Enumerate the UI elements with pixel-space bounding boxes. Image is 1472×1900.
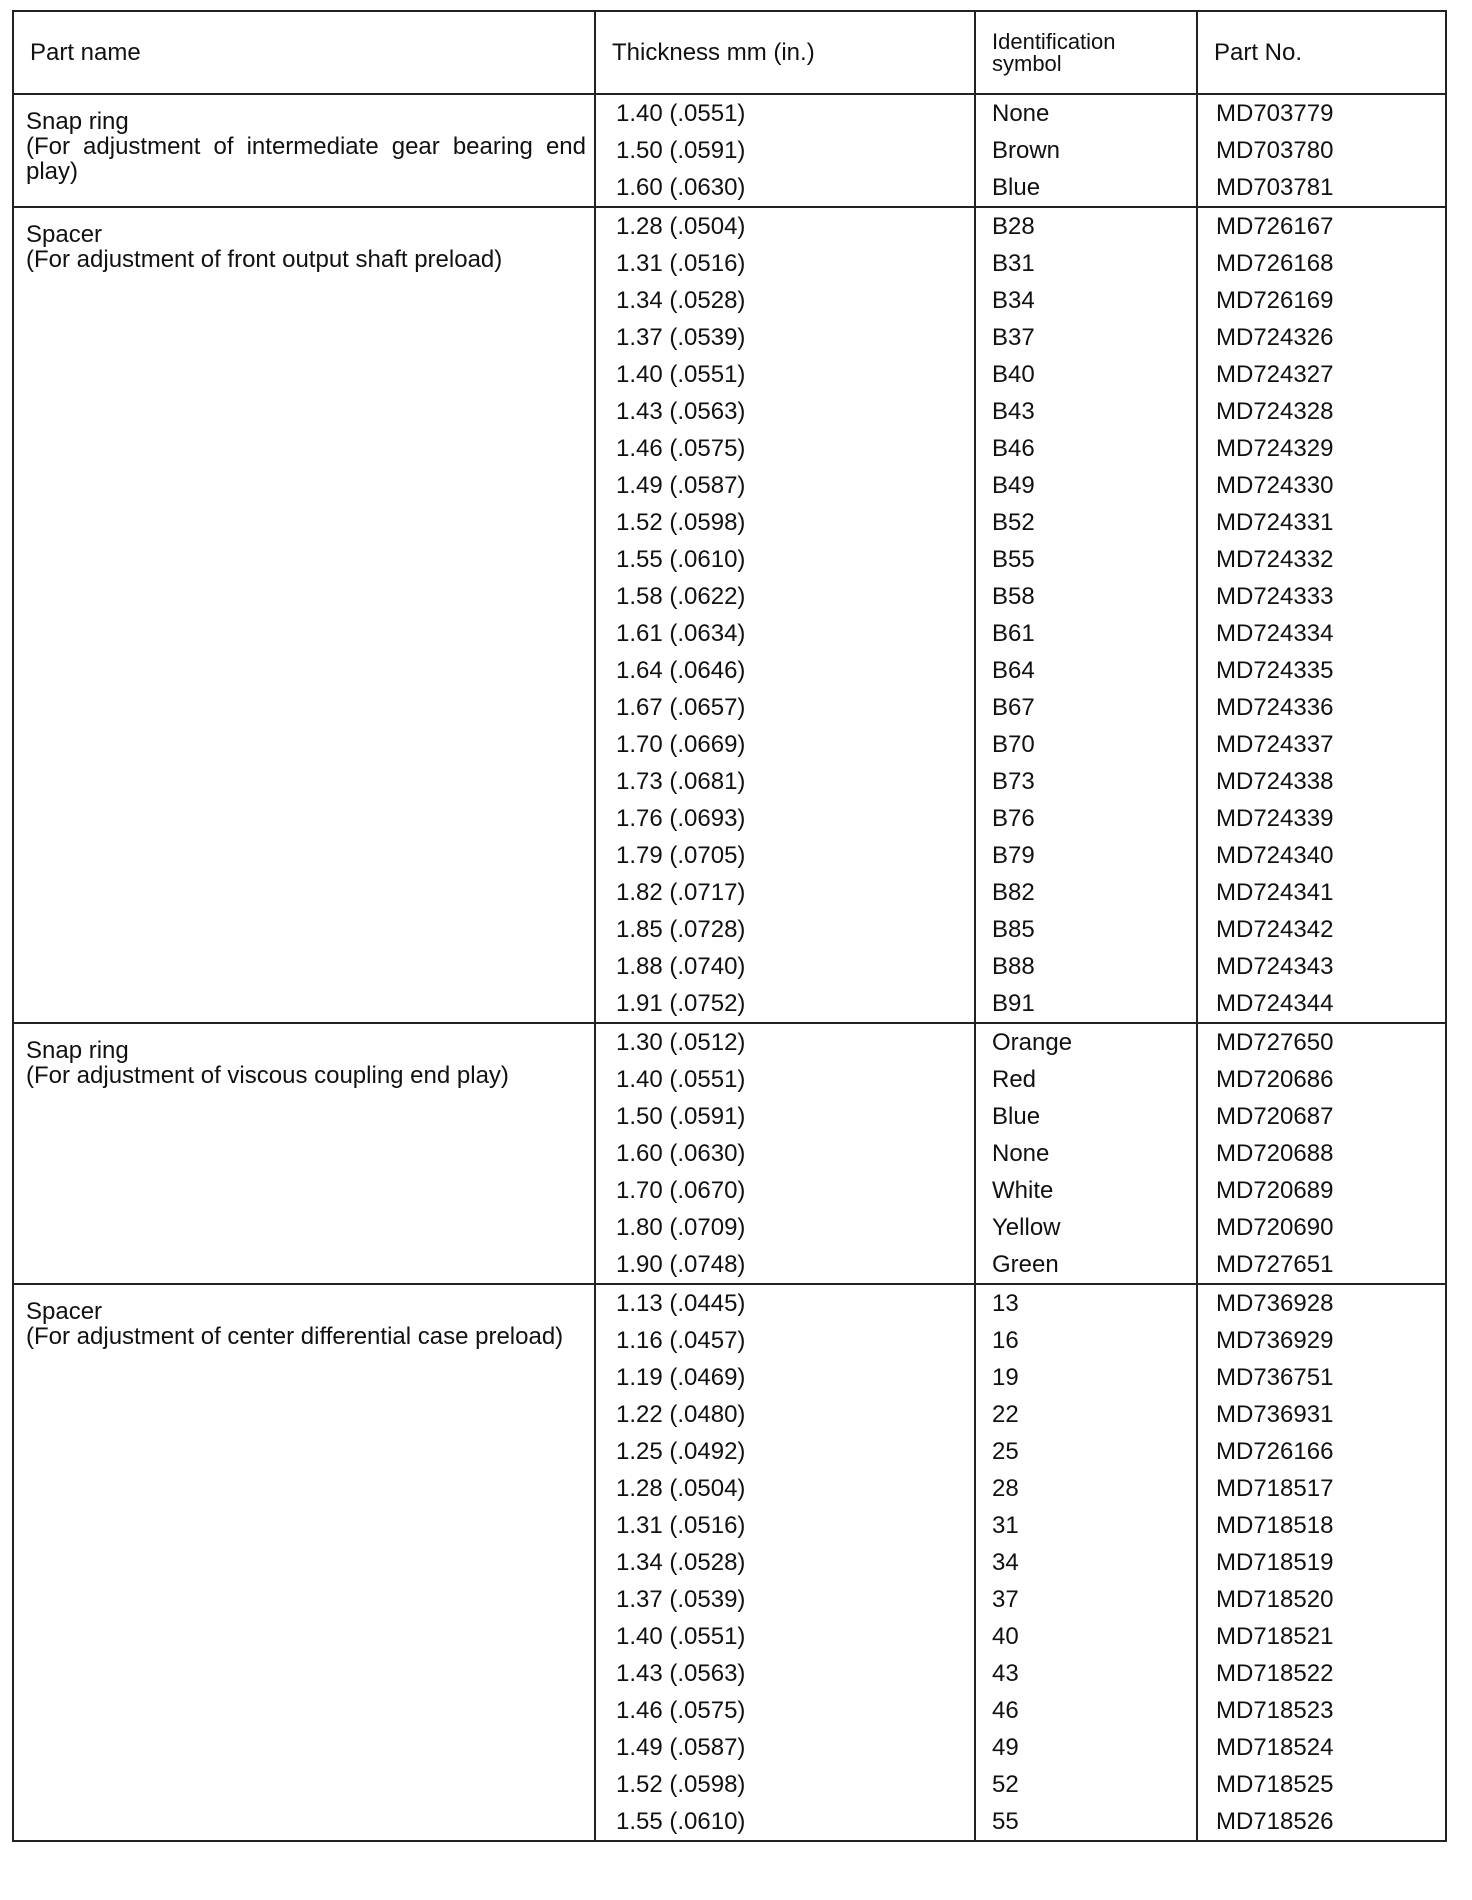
part-number: MD720688 (1216, 1140, 1334, 1167)
identification-symbol: 19 (992, 1364, 1019, 1391)
identification-symbol: B34 (992, 287, 1035, 314)
thickness-value: 1.50 (.0591) (616, 1103, 746, 1130)
part-number: MD703779 (1216, 100, 1334, 127)
table-body (13, 94, 1446, 1841)
thickness-value: 1.46 (.0575) (616, 1697, 746, 1724)
part-number: MD724336 (1216, 694, 1334, 721)
thickness-value: 1.31 (.0516) (616, 250, 746, 277)
identification-symbol: 37 (992, 1586, 1019, 1613)
thickness-value-cell (595, 94, 975, 207)
thickness-value: 1.43 (.0563) (616, 1660, 746, 1687)
part-number: MD724326 (1216, 324, 1334, 351)
identification-symbol: White (992, 1177, 1054, 1204)
part-number: MD720686 (1216, 1066, 1334, 1093)
thickness-value: 1.49 (.0587) (616, 472, 746, 499)
part-number: MD736751 (1216, 1364, 1334, 1391)
thickness-value: 1.67 (.0657) (616, 694, 746, 721)
part-number: MD736931 (1216, 1401, 1334, 1428)
part-name-cell (13, 207, 595, 1023)
part-number-cell (1197, 1023, 1446, 1284)
part-name: Spacer (26, 221, 103, 248)
thickness-value: 1.28 (.0504) (616, 213, 746, 240)
part-number: MD718523 (1216, 1697, 1334, 1724)
thickness-value: 1.52 (.0598) (616, 509, 746, 536)
header-part-name: Part name (13, 11, 595, 94)
identification-symbol-cell (975, 1023, 1197, 1284)
part-description: (For adjustment of viscous coupling end play) (26, 1062, 509, 1090)
part-name-cell (13, 1284, 595, 1841)
identification-symbol: Red (992, 1066, 1037, 1093)
thickness-value: 1.28 (.0504) (616, 1475, 746, 1502)
identification-symbol: B43 (992, 398, 1035, 425)
identification-symbol: Orange (992, 1029, 1073, 1056)
identification-symbol: 22 (992, 1401, 1019, 1428)
part-number: MD724343 (1216, 953, 1334, 980)
part-number: MD724327 (1216, 361, 1334, 388)
thickness-value: 1.49 (.0587) (616, 1734, 746, 1761)
part-number: MD718520 (1216, 1586, 1334, 1613)
thickness-value: 1.60 (.0630) (616, 1140, 746, 1167)
header-part-no: Part No. (1197, 11, 1446, 94)
part-number: MD724340 (1216, 842, 1334, 869)
identification-symbol: B64 (992, 657, 1035, 684)
part-number: MD703781 (1216, 174, 1334, 201)
identification-symbol: B40 (992, 361, 1035, 388)
identification-symbol: B31 (992, 250, 1035, 277)
identification-symbol: B49 (992, 472, 1035, 499)
thickness-value: 1.40 (.0551) (616, 361, 746, 388)
identification-symbol: B88 (992, 953, 1035, 980)
thickness-value: 1.19 (.0469) (616, 1364, 746, 1391)
thickness-value: 1.25 (.0492) (616, 1438, 746, 1465)
part-number: MD718526 (1216, 1808, 1334, 1835)
thickness-value-cell (595, 1023, 975, 1284)
identification-symbol: B58 (992, 583, 1035, 610)
identification-symbol: B82 (992, 879, 1035, 906)
header-identification-symbol (975, 11, 1197, 94)
identification-symbol: 34 (992, 1549, 1019, 1576)
part-name: Snap ring (26, 108, 129, 135)
thickness-value: 1.37 (.0539) (616, 324, 746, 351)
part-number: MD720690 (1216, 1214, 1334, 1241)
identification-symbol-cell (975, 207, 1197, 1023)
part-number: MD724338 (1216, 768, 1334, 795)
table-row-group (13, 1284, 1446, 1841)
part-number: MD727650 (1216, 1029, 1334, 1056)
thickness-value: 1.70 (.0670) (616, 1177, 746, 1204)
thickness-value: 1.55 (.0610) (616, 1808, 746, 1835)
part-number-cell (1197, 1284, 1446, 1841)
identification-symbol: 16 (992, 1327, 1019, 1354)
identification-symbol: B55 (992, 546, 1035, 573)
thickness-value: 1.34 (.0528) (616, 1549, 746, 1576)
part-number: MD726168 (1216, 250, 1334, 277)
table-row-group (13, 207, 1446, 1023)
identification-symbol: 25 (992, 1438, 1019, 1465)
part-number: MD724337 (1216, 731, 1334, 758)
identification-symbol: B91 (992, 990, 1035, 1017)
part-number: MD736929 (1216, 1327, 1334, 1354)
identification-symbol: 55 (992, 1808, 1019, 1835)
identification-symbol: B28 (992, 213, 1035, 240)
identification-symbol: 43 (992, 1660, 1019, 1687)
part-number: MD724334 (1216, 620, 1334, 647)
part-number: MD718524 (1216, 1734, 1334, 1761)
thickness-value: 1.90 (.0748) (616, 1251, 746, 1278)
header-id-line1: Identification (992, 28, 1116, 54)
part-number: MD724342 (1216, 916, 1334, 943)
part-number: MD720687 (1216, 1103, 1334, 1130)
thickness-value: 1.55 (.0610) (616, 546, 746, 573)
identification-symbol: B52 (992, 509, 1035, 536)
identification-symbol: Blue (992, 174, 1041, 201)
part-number: MD736928 (1216, 1290, 1334, 1317)
thickness-value: 1.88 (.0740) (616, 953, 746, 980)
identification-symbol-cell (975, 94, 1197, 207)
thickness-value: 1.76 (.0693) (616, 805, 746, 832)
thickness-value: 1.58 (.0622) (616, 583, 746, 610)
part-number: MD718525 (1216, 1771, 1334, 1798)
part-number-cell (1197, 94, 1446, 207)
thickness-value: 1.70 (.0669) (616, 731, 746, 758)
part-name: Snap ring (26, 1037, 129, 1064)
identification-symbol: None (992, 1140, 1050, 1167)
thickness-value: 1.91 (.0752) (616, 990, 746, 1017)
part-description: (For adjustment of center differential case preload) (26, 1323, 564, 1351)
identification-symbol: B76 (992, 805, 1035, 832)
thickness-value: 1.43 (.0563) (616, 398, 746, 425)
part-description: (For adjustment of intermediate gear bearing end play) (26, 133, 586, 186)
part-number: MD724333 (1216, 583, 1334, 610)
part-description: (For adjustment of front output shaft preload) (26, 246, 503, 274)
thickness-value: 1.61 (.0634) (616, 620, 746, 647)
identification-symbol: B70 (992, 731, 1035, 758)
identification-symbol: 31 (992, 1512, 1019, 1539)
thickness-value: 1.37 (.0539) (616, 1586, 746, 1613)
header-id-line2: symbol (992, 50, 1062, 76)
part-number: MD724341 (1216, 879, 1334, 906)
part-number: MD724332 (1216, 546, 1334, 573)
header-row (13, 11, 1446, 94)
part-number: MD724344 (1216, 990, 1334, 1017)
thickness-value: 1.40 (.0551) (616, 100, 746, 127)
identification-symbol: B67 (992, 694, 1035, 721)
identification-symbol: B79 (992, 842, 1035, 869)
thickness-value: 1.13 (.0445) (616, 1290, 746, 1317)
thickness-value: 1.73 (.0681) (616, 768, 746, 795)
thickness-value: 1.30 (.0512) (616, 1029, 746, 1056)
thickness-value: 1.40 (.0551) (616, 1623, 746, 1650)
part-number: MD724330 (1216, 472, 1334, 499)
part-number: MD726167 (1216, 213, 1334, 240)
part-number: MD724335 (1216, 657, 1334, 684)
thickness-value: 1.60 (.0630) (616, 174, 746, 201)
identification-symbol: B61 (992, 620, 1035, 647)
part-number: MD724328 (1216, 398, 1334, 425)
thickness-value: 1.82 (.0717) (616, 879, 746, 906)
identification-symbol: B37 (992, 324, 1035, 351)
thickness-value: 1.16 (.0457) (616, 1327, 746, 1354)
part-number: MD724329 (1216, 435, 1334, 462)
thickness-value: 1.34 (.0528) (616, 287, 746, 314)
part-number: MD724331 (1216, 509, 1334, 536)
header-thickness: Thickness mm (in.) (595, 11, 975, 94)
parts-table (12, 10, 1447, 1842)
part-number: MD718522 (1216, 1660, 1334, 1687)
part-number: MD718518 (1216, 1512, 1334, 1539)
identification-symbol: B46 (992, 435, 1035, 462)
identification-symbol-cell (975, 1284, 1197, 1841)
part-name-cell (13, 1023, 595, 1284)
table-row-group (13, 1023, 1446, 1284)
part-number: MD718521 (1216, 1623, 1334, 1650)
identification-symbol: B73 (992, 768, 1035, 795)
identification-symbol: None (992, 100, 1050, 127)
thickness-value: 1.22 (.0480) (616, 1401, 746, 1428)
thickness-value-cell (595, 207, 975, 1023)
part-number: MD726169 (1216, 287, 1334, 314)
part-name-cell (13, 94, 595, 207)
identification-symbol: Green (992, 1251, 1059, 1278)
identification-symbol: 46 (992, 1697, 1019, 1724)
part-number-cell (1197, 207, 1446, 1023)
identification-symbol: Yellow (992, 1214, 1061, 1241)
table-row-group (13, 94, 1446, 207)
identification-symbol: 13 (992, 1290, 1019, 1317)
part-number: MD724339 (1216, 805, 1334, 832)
identification-symbol: Brown (992, 137, 1061, 164)
thickness-value: 1.52 (.0598) (616, 1771, 746, 1798)
part-number: MD703780 (1216, 137, 1334, 164)
part-number: MD718517 (1216, 1475, 1334, 1502)
thickness-value: 1.40 (.0551) (616, 1066, 746, 1093)
thickness-value: 1.50 (.0591) (616, 137, 746, 164)
identification-symbol: 28 (992, 1475, 1019, 1502)
thickness-value: 1.46 (.0575) (616, 435, 746, 462)
part-number: MD720689 (1216, 1177, 1334, 1204)
thickness-value: 1.85 (.0728) (616, 916, 746, 943)
identification-symbol: 40 (992, 1623, 1019, 1650)
thickness-value: 1.79 (.0705) (616, 842, 746, 869)
thickness-value: 1.80 (.0709) (616, 1214, 746, 1241)
identification-symbol: B85 (992, 916, 1035, 943)
identification-symbol: 49 (992, 1734, 1019, 1761)
thickness-value-cell (595, 1284, 975, 1841)
part-number: MD727651 (1216, 1251, 1334, 1278)
part-name: Spacer (26, 1298, 103, 1325)
thickness-value: 1.31 (.0516) (616, 1512, 746, 1539)
thickness-value: 1.64 (.0646) (616, 657, 746, 684)
part-number: MD718519 (1216, 1549, 1334, 1576)
part-number: MD726166 (1216, 1438, 1334, 1465)
identification-symbol: 52 (992, 1771, 1019, 1798)
identification-symbol: Blue (992, 1103, 1041, 1130)
